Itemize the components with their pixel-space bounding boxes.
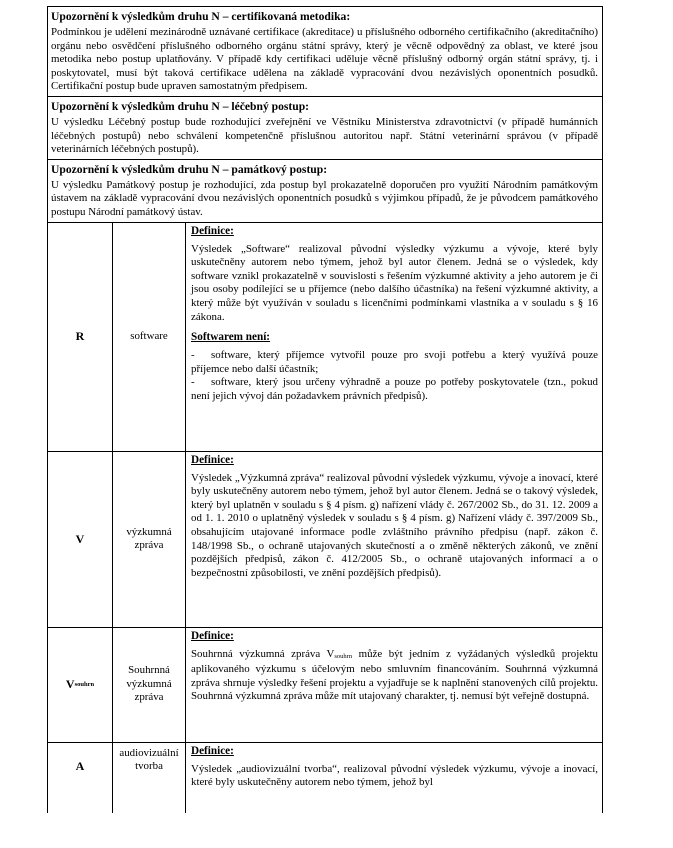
result-name: software — [113, 223, 186, 451]
notice-text: U výsledku Památkový postup je rozhodující, zda postup byl prokazatelně doporučen pro využití Národním památkovým ústavem na základě vypracování dvou nezávislých oponentních posudků s výjimkou případů, že je původcem památkového postupu Národní památkový ústav. — [51, 178, 598, 218]
result-name: Souhrnná výzkumná zpráva — [113, 628, 186, 742]
result-description — [186, 452, 602, 627]
definition-text: Výsledek „audiovizuální tvorba“, realizoval původní výsledek výzkumu, vývoje a inovací, které byly uskutečněny autorem nebo týmem, jehož byl — [191, 762, 598, 789]
result-name: audiovizuální tvorba — [113, 743, 186, 813]
notice-text: U výsledku Léčebný postup bude rozhodující zveřejnění ve Věstníku Ministerstva zdravotnictví (v případě humánních léčebných postupů) nebo schválení kompetenčně příslušnou autoritou např. Státní veterinární správou (v případě veterinárních léčebných postupů). — [51, 115, 598, 156]
results-table — [47, 6, 603, 813]
table-row — [48, 628, 602, 743]
result-code: V souhrn — [48, 628, 113, 742]
table-row — [48, 452, 602, 628]
definition-text: Výsledek „Software“ realizoval původní výsledky výzkumu a vývoje, které byly uskutečněny autorem nebo týmem, jehož byl autor členem. Jedná se o výsledek, kdy software vznikl prokazatelně v souvislosti s řešením výzkumné aktivity a jeho autorem je či jsou osoby podílející se u příjemce (nebo dalšího účastníka) na řešení výzkumné aktivity, a který může být využíván v souladu s licenčními podmínkami vlastníka a v souladu s § 16 zákona. — [191, 242, 598, 323]
definition-label: Definice: — [191, 224, 234, 237]
notice-heritage-procedure — [48, 160, 602, 223]
list-item: - software, který jsou určeny výhradně a pouze po potřeby poskytovatele (tzn., pokud není jejich vývoj dán požadavkem právních předpisů). — [191, 376, 598, 402]
not-software-label: Softwarem není: — [191, 331, 271, 344]
list-item: - software, který příjemce vytvořil pouze pro svoji potřebu a který využívá pouze příjemce nebo další účastník; — [191, 349, 598, 375]
result-code: A — [48, 743, 113, 813]
result-description — [186, 628, 602, 742]
result-name: výzkumná zpráva — [113, 452, 186, 627]
result-code: R — [48, 223, 113, 451]
result-code: V — [48, 452, 113, 627]
definition-label: Definice: — [191, 629, 234, 642]
result-description — [186, 223, 602, 451]
definition-text: Výsledek „Výzkumná zpráva“ realizoval původní výsledek výzkumu, vývoje a inovací, které byly uskutečněny autorem nebo týmem, jehož byl autor členem. Jedná se o takový výsledek, který byl uplatněn v souladu s § 4 písm. g) nařízení vlády č. 267/2002 Sb., do 31. 12. 2009 a od 1. 1. 2010 o uplatněný výsledek v souladu s § 4 písm. g) Nařízení vlády č. 397/2009 Sb., obsahujícím utajované informace podle zvláštního právního předpisu (např. zákon č. 148/1998 Sb., o ochraně utajovaných skutečností a o změně některých zákonů, ve znění pozdějších předpisů, zákon č. 412/2005 Sb., o ochraně utajovaných informací a o bezpečnostní způsobilosti, ve znění pozdějších předpisů). — [191, 471, 598, 579]
notice-treatment-procedure — [48, 97, 602, 160]
notice-text: Podmínkou je udělení mezinárodně uznávané certifikace (akreditace) u příslušného odborného certifikačního (akreditačního) orgánu nebo osvědčení příslušného odborného orgánu státní správy, který je věcně odpovědný za oblast, ve které jsou metodika nebo postup uplatňovány. V případě kdy certifikaci uděluje věcně příslušný odborný orgán státní správy, tj. i poskytovatel, musí být taková certifikace udělena na základě vypracování dvou nezávislých oponentních posudků. Certifikační postup bude upraven samostatným předpisem. — [51, 26, 598, 93]
notice-heading: Upozornění k výsledkům druhu N – certifikovaná metodika: — [51, 10, 351, 23]
notice-heading: Upozornění k výsledkům druhu N – léčebný postup: — [51, 99, 310, 113]
table-row — [48, 743, 602, 813]
result-description — [186, 743, 602, 813]
definition-text: Souhrnná výzkumná zpráva $V_{souhrn}$ může být jedním z vyžádaných výsledků projektu aplikovaného výzkumu s účelovým nebo smluvním financováním. Souhrnná výzkumná zpráva shrnuje výsledky řešení projektu a vyjadřuje se k naplnění stanovených cílů projektu. Souhrnná výzkumná zpráva může mít utajovaný charakter, tj. nemusí být veřejně dostupná. — [191, 647, 599, 703]
definition-label: Definice: — [191, 453, 234, 466]
definition-label: Definice: — [191, 744, 234, 757]
table-row — [48, 223, 602, 452]
notice-heading: Upozornění k výsledkům druhu N – památkový postup: — [51, 162, 328, 176]
notice-certified-methodology — [48, 7, 602, 97]
